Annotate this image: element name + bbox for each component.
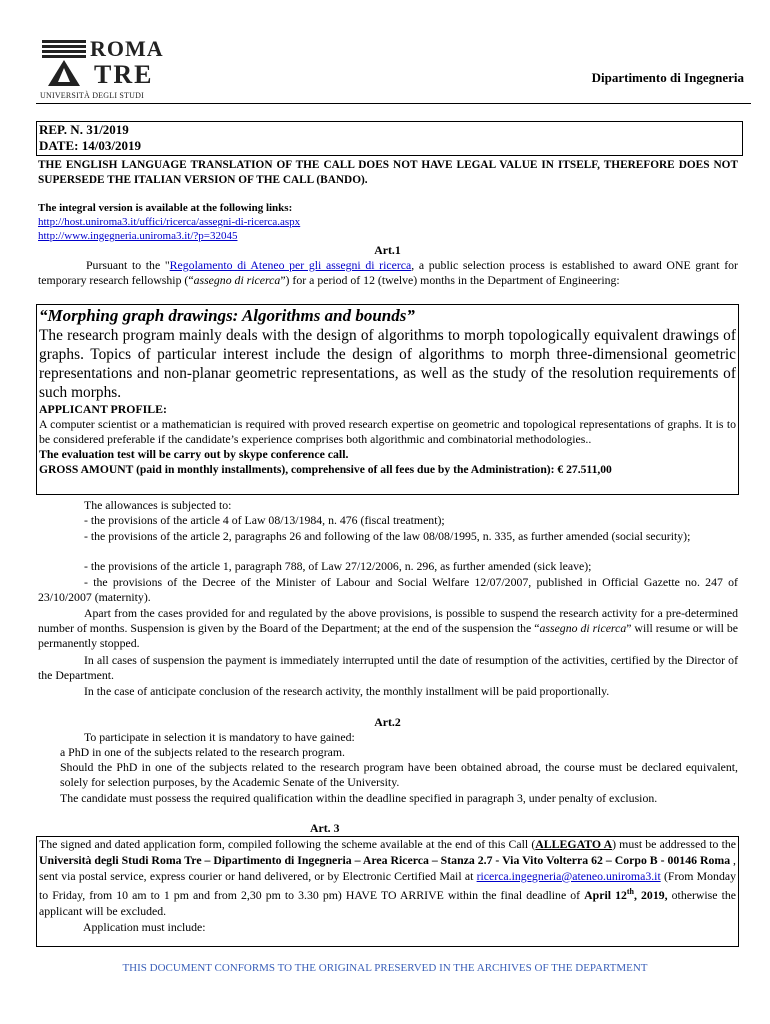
art3-text-1: The signed and dated application form, compiled following the scheme available at the end of this Call ( [39, 837, 536, 851]
link-host-uniroma3[interactable]: http://host.uniroma3.it/uffici/ricerca/assegni-di-ricerca.aspx [38, 216, 301, 228]
deadline-date [584, 888, 667, 902]
art2-phd: a PhD in one of the subjects related to the research program. [60, 745, 345, 759]
header-divider [36, 103, 751, 104]
suspension-italic: assegno di ricerca [539, 621, 627, 635]
rep-number: REP. N. 31/2019 [39, 122, 129, 137]
department-name: Dipartimento di Ingegneria [591, 70, 744, 85]
art2-intro: To participate in selection it is mandatory to have gained: [84, 730, 355, 744]
applicant-profile-heading: APPLICANT PROFILE: [39, 402, 167, 416]
logo-university: UNIVERSITÀ DEGLI STUDI [40, 91, 144, 100]
suspension-text-a: Apart from the cases provided for and regulated by the above provisions, is possible to suspend the research activity for a pre-determined number of months. Suspension is given by the Board of the Department; at the end of the suspension the “ [38, 606, 738, 635]
ricerca-email-link[interactable]: ricerca.ingegneria@ateneo.uniroma3.it [476, 868, 661, 883]
allowances-intro: The allowances is subjected to: [84, 498, 232, 512]
art1-text-b: , a public selection process is established to award ONE grant for temporary research fellowship (“ [38, 258, 738, 287]
project-description: The research program mainly deals with the design of algorithms to morph topologically equivalent drawings of graphs. Topics of particular interest include the design of algorithms to morph three-dimensional geometric representations and non-planar geometric representations, as well as the study of the resolution requirements of such morphs. [39, 327, 736, 401]
deadline-date-year: , 2019, [634, 888, 668, 903]
application-include: Application must include: [83, 919, 206, 934]
allowance-item-4: - the provisions of the Decree of the Minister of Labour and Social Welfare 12/07/2007, published in Official Gazette no. 247 of 23/10/2007 (maternity). [38, 575, 738, 604]
project-title: “Morphing graph drawings: Algorithms and bounds” [39, 306, 415, 325]
art1-heading: Art.1 [374, 243, 401, 257]
suspension-paragraph [38, 606, 738, 651]
rep-date: DATE: 14/03/2019 [39, 138, 141, 153]
applicant-profile-text: A computer scientist or a mathematician is required with proved research expertise on geometric and topological representations of graphs. It is to be considered preferable if the candidate’s experience comprises both algorithmic and combinatorial methodologies.. [39, 417, 736, 446]
allegato-a-link[interactable]: ALLEGATO A [535, 837, 613, 851]
art3-text-4: (From Monday to Friday, from 10 am to 1 pm and from 2,30 pm to 3.30 pm) HAVE TO ARRIVE within the final deadline of [39, 868, 736, 903]
regolamento-link[interactable]: Regolamento di Ateneo per gli assegni di ricerca [169, 258, 412, 272]
anticipate-conclusion: In the case of anticipate conclusion of the research activity, the monthly installment will be paid proportionally. [84, 684, 610, 698]
art3-text-5: otherwise the applicant will be excluded. [39, 888, 736, 919]
link-ingegneria-uniroma3[interactable]: http://www.ingegneria.uniroma3.it/?p=32045 [38, 230, 238, 242]
art1-text-c: ”) for a period of 12 (twelve) months in the Department of Engineering: [280, 273, 620, 287]
art3-box [36, 836, 739, 947]
legal-disclaimer: THE ENGLISH LANGUAGE TRANSLATION OF THE CALL DOES NOT HAVE LEGAL VALUE IN ITSELF, THEREFORE DOES NOT SUPERSEDE THE ITALIAN VERSION OF THE CALL (BANDO). [38, 159, 738, 186]
art2-deadline: The candidate must possess the required qualification within the deadline specified in paragraph 3, under penalty of exclusion. [60, 791, 658, 805]
allowance-item-2: - the provisions of the article 2, paragraphs 26 and following of the law 08/08/1995, n. 335, as further amended (social security); [84, 529, 691, 543]
gross-amount: GROSS AMOUNT (paid in monthly installments), comprehensive of all fees due by the Administration): € 27.511,00 [39, 463, 612, 476]
evaluation-note: The evaluation test will be carry out by skype conference call. [39, 447, 349, 461]
logo-roma: ROMA [90, 36, 164, 61]
art1-paragraph [38, 258, 738, 288]
tower-logo-icon [40, 38, 88, 88]
allowance-item-1: - the provisions of the article 4 of Law 08/13/1984, n. 476 (fiscal treatment); [84, 513, 445, 527]
deadline-date-main: April 12 [584, 888, 627, 903]
art3-paragraph [39, 837, 736, 920]
deadline-date-suffix: th [626, 887, 635, 897]
art1-italic: assegno di ricerca [193, 273, 281, 287]
logo-tre: TRE [94, 60, 154, 89]
suspension-text-b: ” will resume or will be permanently stopped. [38, 621, 739, 650]
art2-heading: Art.2 [374, 715, 401, 729]
art3-address: Università degli Studi Roma Tre – Dipartimento di Ingegneria – Area Ricerca – Stanza 2.7 - Via Vito Volterra 62 – Corpo B - 00146 Roma [39, 852, 731, 867]
art1-text-a: Pursuant to the " [86, 258, 170, 272]
project-box [36, 304, 739, 495]
art3-heading: Art. 3 [310, 821, 340, 835]
art2-abroad: Should the PhD in one of the subjects related to the research program have been obtained abroad, the course must be declared equivalent, solely for selection purposes, by the Academic Senate of the University. [60, 760, 738, 789]
art3-text-3: , sent via postal service, express courier or hand delivered, or by Electronic Certified Mail at [39, 852, 736, 883]
links-intro: The integral version is available at the following links: [38, 202, 293, 214]
footer-notice: THIS DOCUMENT CONFORMS TO THE ORIGINAL PRESERVED IN THE ARCHIVES OF THE DEPARTMENT [122, 962, 648, 974]
allowance-item-3: - the provisions of the article 1, paragraph 788, of Law 27/12/2006, n. 296, as further amended (sick leave); [84, 559, 592, 573]
roma-tre-logo [40, 36, 164, 100]
rep-box [36, 121, 743, 156]
suspension-payment: In all cases of suspension the payment is immediately interrupted until the date of resumption of the activities, certified by the Director of the Department. [38, 653, 738, 682]
art3-text-2: ) must be addressed to the [612, 837, 737, 851]
